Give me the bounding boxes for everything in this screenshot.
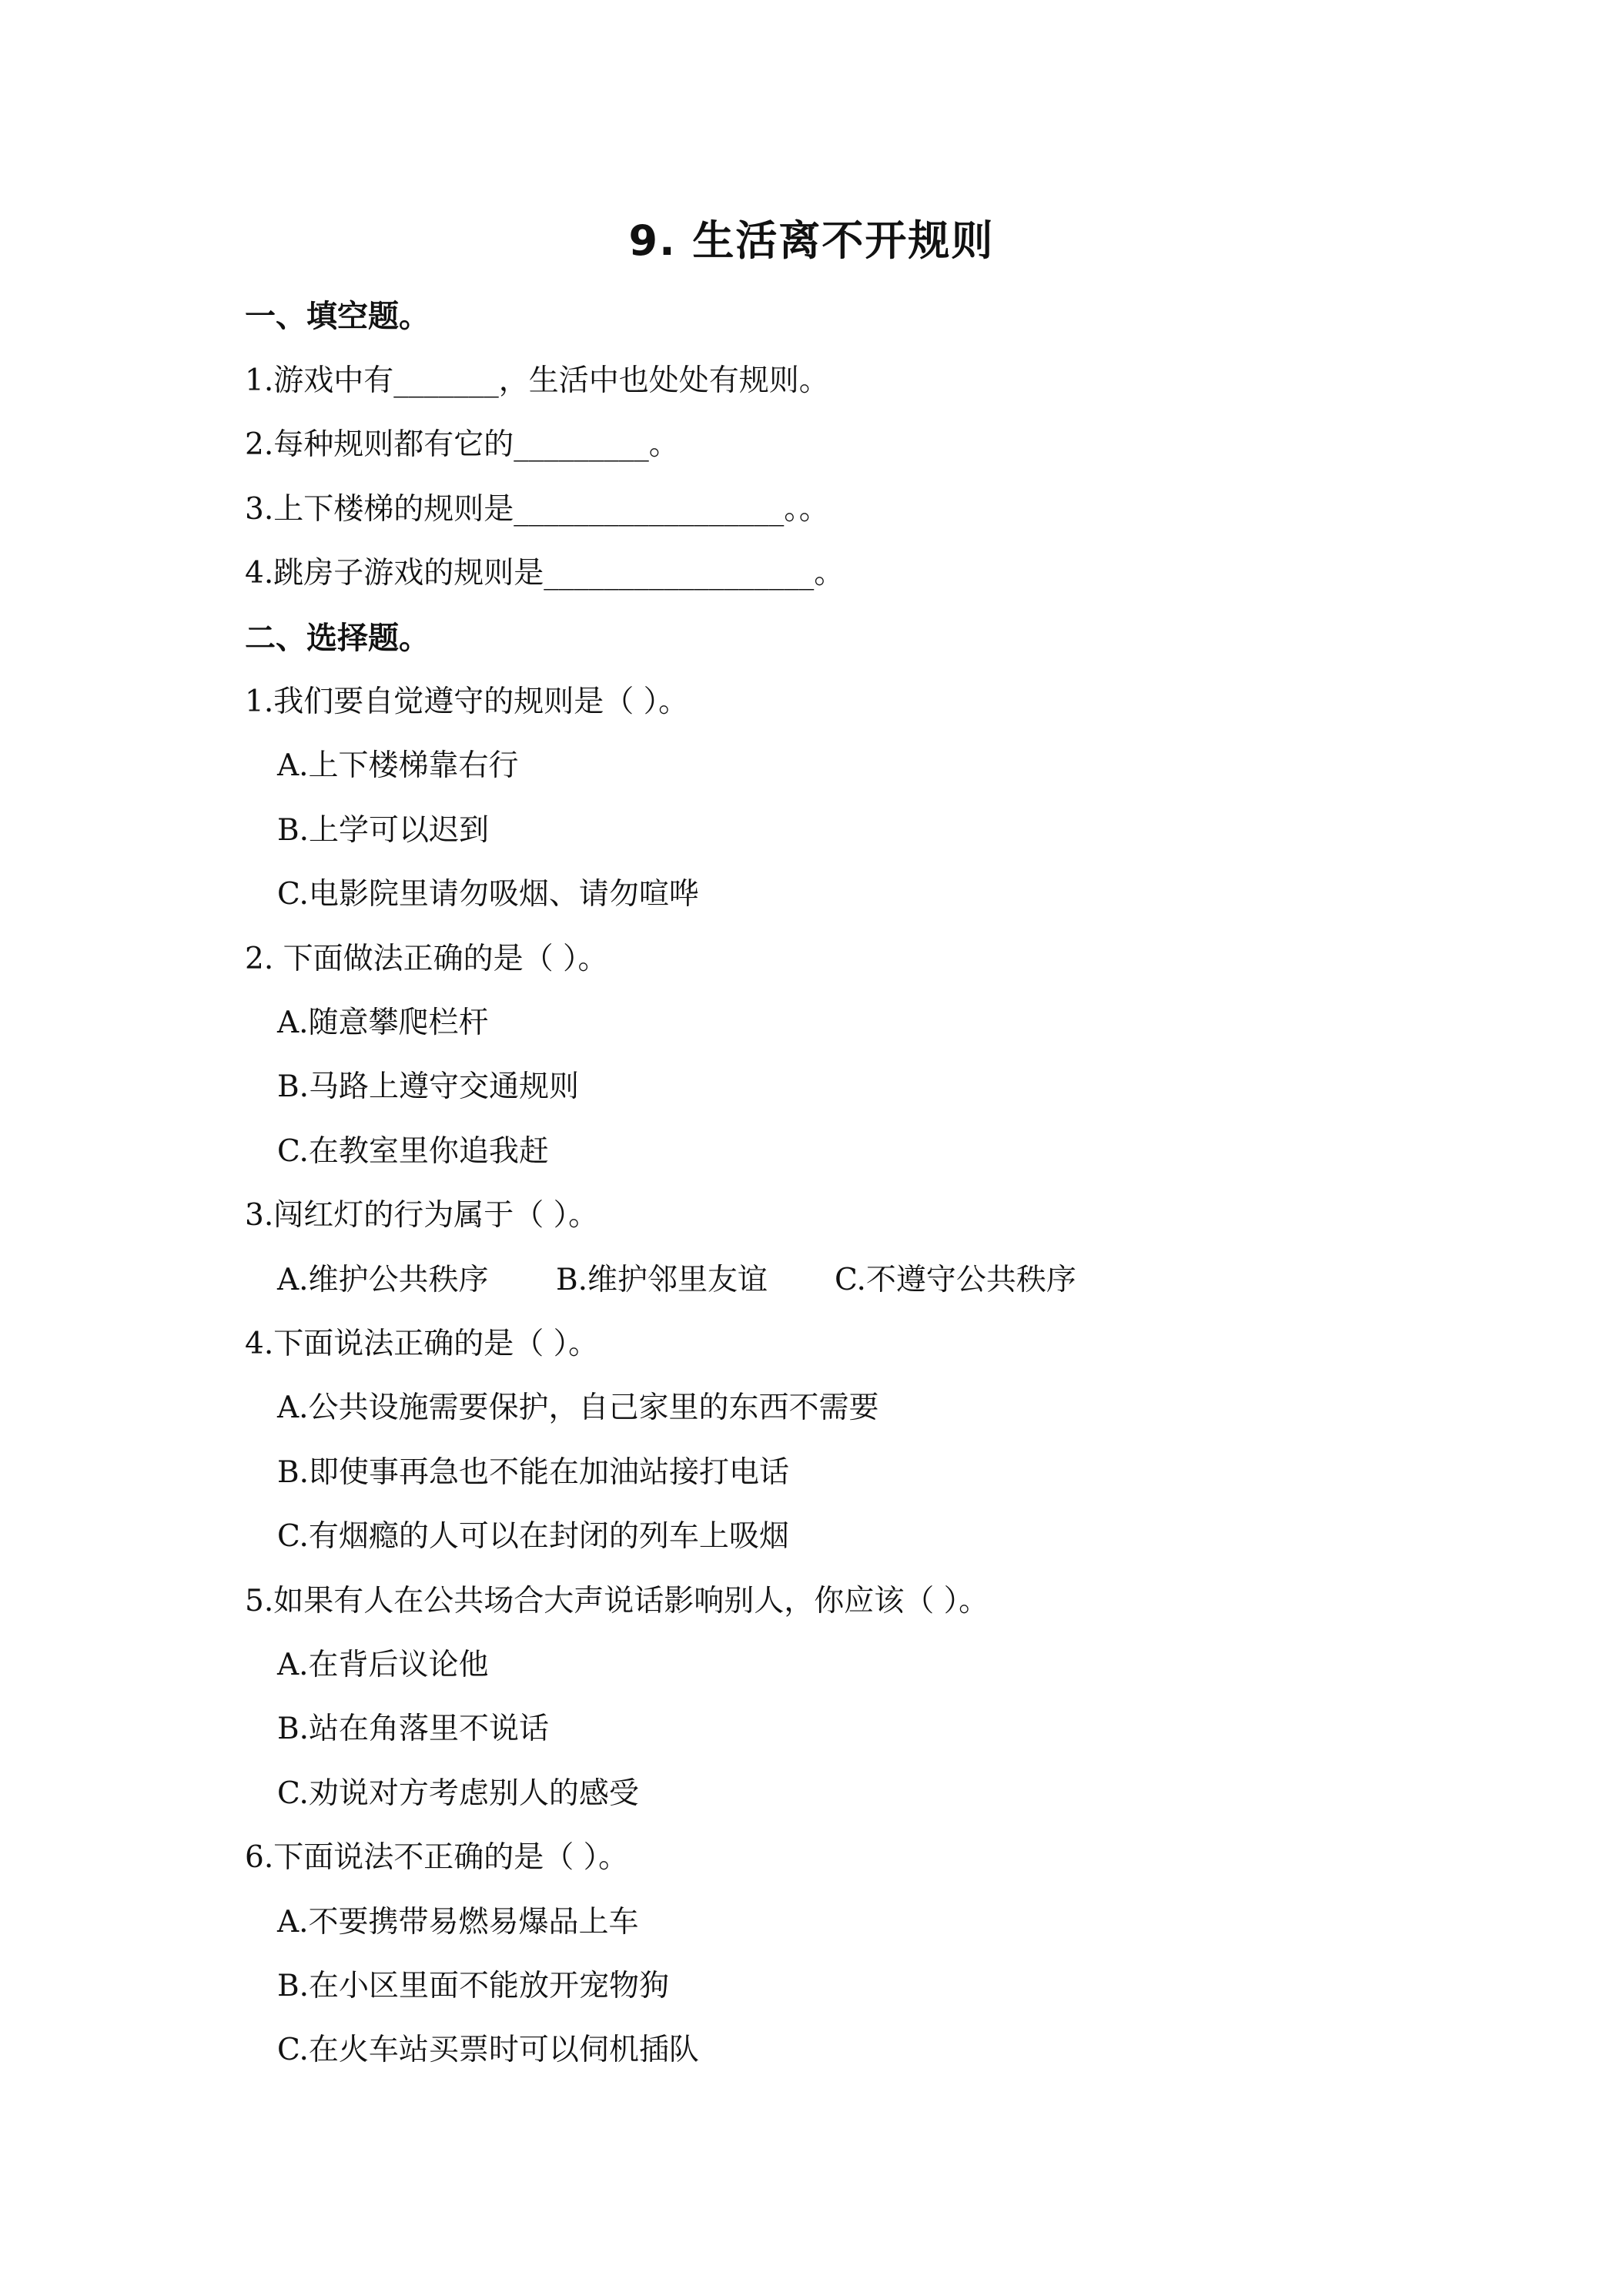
choice-question-2-option-c: C.在教室里你追我赶: [277, 1134, 549, 1169]
fill-question-1: 1.游戏中有_______，生活中也处处有规则。: [245, 363, 829, 398]
choice-question-3-option-a: A.维护公共秩序: [277, 1263, 489, 1297]
fill-question-2: 2.每种规则都有它的_________。: [245, 427, 679, 462]
choice-question-5-option-c: C.劝说对方考虑别人的感受: [277, 1776, 639, 1811]
section-heading-choice: 二、选择题。: [245, 621, 430, 656]
choice-question-6-option-a: A.不要携带易燃易爆品上车: [277, 1905, 639, 1940]
choice-question-2-option-a: A.随意攀爬栏杆: [277, 1006, 489, 1040]
choice-question-3-option-c: C.不遵守公共秩序: [835, 1263, 1076, 1297]
choice-question-5-option-a: A.在背后议论他: [277, 1648, 489, 1682]
choice-question-1-stem: 1.我们要自觉遵守的规则是（ ）。: [245, 684, 689, 719]
choice-question-6-option-c: C.在火车站买票时可以伺机插队: [277, 2033, 699, 2067]
fill-question-3: 3.上下楼梯的规则是__________________。。: [245, 492, 829, 527]
choice-question-5-stem: 5.如果有人在公共场合大声说话影响别人，你应该（ ）。: [245, 1584, 989, 1618]
choice-question-4-option-a: A.公共设施需要保护，自己家里的东西不需要: [277, 1391, 879, 1425]
choice-question-6-option-b: B.在小区里面不能放开宠物狗: [277, 1969, 670, 2003]
choice-question-2-stem: 2. 下面做法正确的是（ ）。: [245, 942, 608, 976]
fill-question-4: 4.跳房子游戏的规则是__________________。: [245, 556, 845, 591]
choice-question-4-option-c: C.有烟瘾的人可以在封闭的列车上吸烟: [277, 1519, 789, 1554]
choice-question-4-option-b: B.即使事再急也不能在加油站接打电话: [277, 1455, 790, 1490]
choice-question-1-option-a: A.上下楼梯靠右行: [277, 748, 519, 783]
choice-question-5-option-b: B.站在角落里不说话: [277, 1712, 550, 1746]
choice-question-3-option-b: B.维护邻里友谊: [556, 1263, 768, 1297]
choice-question-6-stem: 6.下面说法不正确的是（ ）。: [245, 1840, 629, 1875]
choice-question-1-option-c: C.电影院里请勿吸烟、请勿喧哗: [277, 877, 699, 912]
section-heading-fill-blank: 一、填空题。: [245, 299, 430, 334]
choice-question-1-option-b: B.上学可以迟到: [277, 813, 490, 848]
page-title: 9. 生活离不开规则: [628, 216, 995, 265]
choice-question-4-stem: 4.下面说法正确的是（ ）。: [245, 1327, 599, 1361]
choice-question-3-stem: 3.闯红灯的行为属于（ ）。: [245, 1198, 599, 1233]
choice-question-3-options-row: [277, 1257, 1076, 1304]
choice-question-2-option-b: B.马路上遵守交通规则: [277, 1069, 580, 1104]
